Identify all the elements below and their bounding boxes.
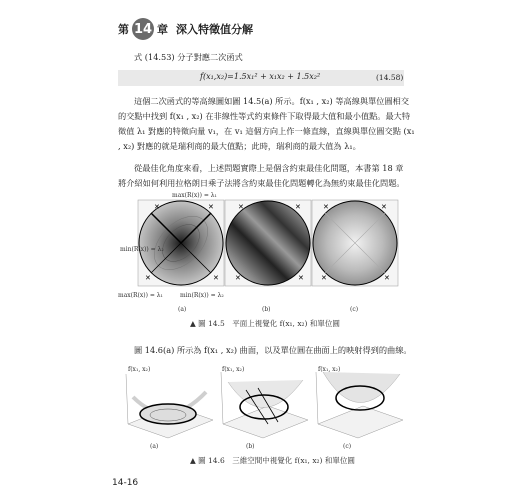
figure-14-6-axis-a: f(x₁, x₂) — [128, 366, 151, 373]
svg-text:✕: ✕ — [295, 203, 301, 211]
figure-14-6-caption: ▲ 圖 14.6 三維空間中視覺化 f(x₁, x₂) 和單位圓 — [190, 456, 355, 465]
chapter-title: 深入特徵值分解 — [176, 23, 253, 36]
annotation-bottom-right: min(R(x)) = λ₂ — [180, 292, 224, 299]
figure-14-6-axis-b: f(x₁, x₂) — [222, 366, 245, 373]
chapter-number-badge: 14 — [132, 18, 154, 40]
figure-14-6-label-b: (b) — [246, 443, 255, 450]
panel-a — [138, 200, 224, 286]
figure-14-6-label-a: (a) — [150, 443, 159, 450]
panel-b — [225, 200, 311, 286]
chapter-prefix: 第 — [118, 23, 129, 36]
paragraph-1-line-3: 徵值 λ₁ 對應的特徵向量 v₁，在 v₁ 這個方向上作一條直線，直線與單位圓交點 (x₁ — [118, 126, 415, 136]
annotation-bottom-left: max(R(x)) = λ₁ — [118, 292, 163, 299]
figure-14-6 — [118, 362, 408, 440]
paragraph-2-line-2: 將介紹如何利用拉格朗日乘子法將含約束最佳化問題轉化為無約束最佳化問題。 — [118, 178, 405, 188]
paragraph-1-line-1: 這個二次函式的等高線圖如圖 14.5(a) 所示。f(x₁ , x₂) 等高線與單位圓相交 — [134, 96, 410, 106]
svg-text:✕: ✕ — [381, 203, 387, 211]
equation-number: (14.58) — [376, 73, 404, 82]
svg-text:✕: ✕ — [145, 274, 151, 282]
svg-text:✕: ✕ — [321, 274, 327, 282]
surface-c — [316, 372, 403, 438]
equation-text: f(x₁,x₂)=1.5x₁² + x₁x₂ + 1.5x₂² — [200, 72, 321, 81]
chapter-suffix: 章 — [157, 23, 168, 36]
chapter-header — [118, 18, 253, 40]
paragraph-1-line-2: 的交點中找到 f(x₁ , x₂) 在非線性等式約束條件下取得最大值和最小值點。最大特 — [118, 111, 411, 121]
svg-text:✕: ✕ — [208, 203, 214, 211]
svg-text:✕: ✕ — [323, 203, 329, 211]
svg-text:✕: ✕ — [213, 274, 219, 282]
page-number: 14-16 — [112, 478, 139, 488]
intro-line: 式 (14.53) 分子對應二次函式 — [134, 52, 243, 62]
svg-text:✕: ✕ — [298, 274, 304, 282]
surface-b — [221, 372, 308, 438]
figure-14-5-label-a: (a) — [178, 306, 187, 313]
figure-14-6-label-c: (c) — [343, 443, 352, 450]
svg-text:✕: ✕ — [235, 274, 241, 282]
paragraph-3: 圖 14.6(a) 所示為 f(x₁ , x₂) 曲面，以及單位圓在曲面上的映射得到的曲線。 — [134, 345, 412, 355]
figure-14-5-caption: ▲ 圖 14.5 平面上視覺化 f(x₁, x₂) 和單位圓 — [190, 319, 340, 328]
svg-text:✕: ✕ — [154, 203, 160, 211]
figure-14-5-label-b: (b) — [262, 306, 271, 313]
figure-14-5-label-c: (c) — [350, 306, 359, 313]
surface-a — [126, 374, 213, 438]
paragraph-2-line-1: 從最佳化角度來看，上述問題實際上是個含約束最佳化問題，本書第 18 章 — [134, 163, 404, 173]
figure-14-6-axis-c: f(x₁, x₂) — [318, 366, 341, 373]
panel-c — [312, 200, 398, 286]
annotation-max-top: max(R(x)) = λ₁ — [172, 192, 217, 199]
paragraph-1-line-4: , x₂) 對應的就是瑞利商的最大值點；此時，瑞利商的最大值為 λ₁。 — [118, 141, 361, 151]
svg-text:✕: ✕ — [238, 203, 244, 211]
svg-text:✕: ✕ — [384, 274, 390, 282]
annotation-min-left: min(R(x)) = λ₂ — [120, 246, 164, 253]
